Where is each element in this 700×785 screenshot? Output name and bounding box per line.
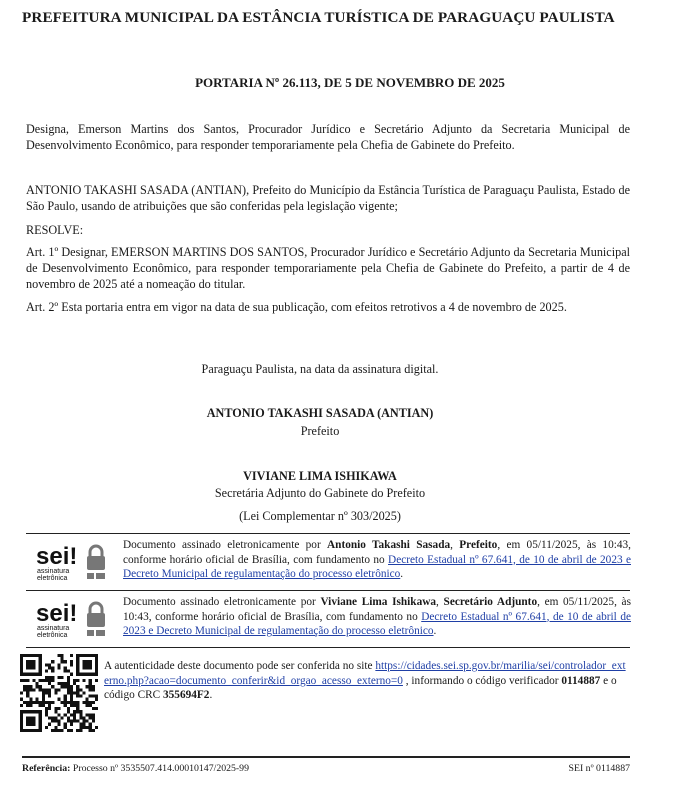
reference-value: Processo nº 3535507.414.00010147/2025-99 <box>70 763 249 774</box>
sei-logo-sub1: assinatura <box>37 568 70 575</box>
sei-signature-2-text: Documento assinado eletronicamente por Viviane Lima Ishikawa, Secretário Adjunto, em 05/11/2025, às 10:43, conforme horário oficial de Brasília, com fundamento no Decreto Estadual nº 67.641, de 10 de abril de 2023 e Decreto Municipal de regulamentação do processo eletrônico. <box>123 596 631 637</box>
preamble-paragraph: ANTONIO TAKASHI SASADA (ANTIAN), Prefeito do Município da Estância Turística de Paraguaçu Paulista, Estado de São Paulo, usando de atribuições que são conferidas pela legislação vigente; <box>26 183 630 213</box>
sei-logo-word: sei! <box>36 600 78 627</box>
qr-code-icon <box>20 654 98 732</box>
ementa-paragraph: Designa, Emerson Martins dos Santos, Procurador Jurídico e Secretário Adjunto da Secretaria Municipal de Desenvolvimento Econômico, para responder temporariamente pela Chefia de Gabinete do Prefeito. <box>26 122 630 152</box>
sei-signature-1-text: Documento assinado eletronicamente por Antonio Takashi Sasada, Prefeito, em 05/11/2025, às 10:43, conforme horário oficial de Brasília, com fundamento no Decreto Estadual nº 67.641, de 10 de abril de 2023 e Decreto Municipal de regulamentação do processo eletrônico. <box>123 539 631 580</box>
signer2-note: (Lei Complementar nº 303/2025) <box>239 509 401 523</box>
article-1: Art. 1º Designar, EMERSON MARTINS DOS SANTOS, Procurador Jurídico e Secretário Adjunto da Secretaria Municipal de Desenvolvimento Econômico, para responder temporariamente pela Chefia de Gabinete do Prefeito, a partir de 4 de novembro de 2025 até a nomeação do titular. <box>26 245 630 291</box>
lock-icon <box>87 546 105 570</box>
divider <box>26 533 630 534</box>
divider <box>26 590 630 591</box>
footer <box>22 763 630 774</box>
sei-logo-sub1: assinatura <box>37 625 70 632</box>
decreto-link-1[interactable]: Decreto Estadual nº 67.641, de 10 de abril de 2023 e Decreto Municipal de regulamentação do processo eletrônico <box>123 553 631 580</box>
lock-icon <box>87 603 105 627</box>
document-header: PREFEITURA MUNICIPAL DA ESTÂNCIA TURÍSTICA DE PARAGUAÇU PAULISTA <box>22 9 615 26</box>
sei-signature-1 <box>26 536 630 588</box>
signer1-role: Prefeito <box>300 424 340 438</box>
decreto-link-2[interactable]: Decreto Estadual nº 67.641, de 10 de abril de 2023 e Decreto Municipal de regulamentação do processo eletrônico <box>123 610 631 637</box>
sei-logo-sub2: eletrônica <box>37 575 68 582</box>
sei-signature-2 <box>26 593 630 645</box>
sei-number: SEI nº 0114887 <box>568 763 630 774</box>
signer1-name: ANTONIO TAKASHI SASADA (ANTIAN) <box>206 406 434 420</box>
sei-logo-icon <box>36 599 116 641</box>
resolve-label: RESOLVE: <box>26 223 84 237</box>
portaria-title: PORTARIA Nº 26.113, DE 5 DE NOVEMBRO DE 2025 <box>195 75 505 90</box>
verification-link[interactable]: https://cidades.sei.sp.gov.br/marilia/sei/controlador_externo.php?acao=documento_conferir&id_orgao_acesso_externo=0 <box>104 660 626 687</box>
sei-logo-icon <box>36 542 116 584</box>
sei-logo-word: sei! <box>36 543 78 570</box>
article-2: Art. 2º Esta portaria entra em vigor na data de sua publicação, com efeitos retrotivos a 4 de novembro de 2025. <box>26 300 567 314</box>
divider <box>22 756 630 758</box>
divider <box>26 647 630 648</box>
signer2-role: Secretária Adjunto do Gabinete do Prefeito <box>214 486 426 500</box>
signer2-name: VIVIANE LIMA ISHIKAWA <box>243 469 397 483</box>
sei-logo-sub2: eletrônica <box>37 632 68 639</box>
place-date: Paraguaçu Paulista, na data da assinatura digital. <box>201 362 439 376</box>
authenticity-text: A autenticidade deste documento pode ser conferida no site https://cidades.sei.sp.gov.br/marilia/sei/controlador_externo.php?acao=documento_conferir&id_orgao_acesso_externo=0 , informando o código verificador 0114887 e o código CRC 355694F2. <box>104 660 626 701</box>
reference-label: Referência: <box>22 763 71 774</box>
